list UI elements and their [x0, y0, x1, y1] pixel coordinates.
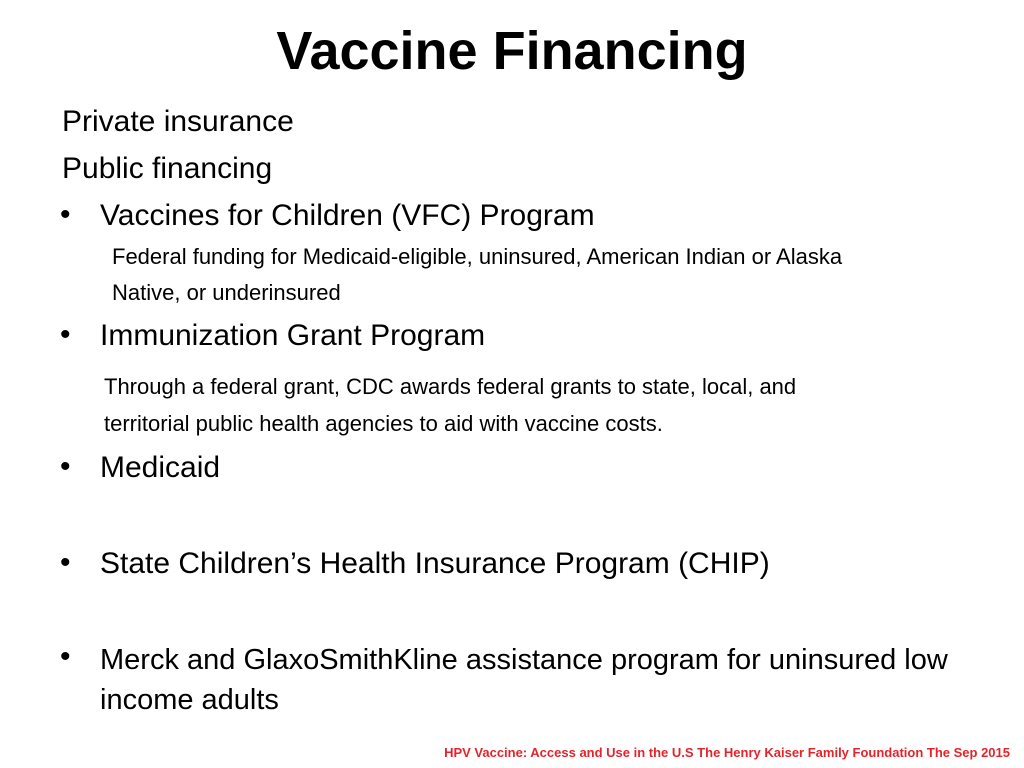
- source-citation: HPV Vaccine: Access and Use in the U.S The Henry Kaiser Family Foundation The Sep 2015: [444, 745, 1010, 760]
- public-financing-text: Public financing: [62, 152, 273, 185]
- vfc-detail-line-2: Native, or underinsured: [112, 280, 341, 305]
- igp-detail-line-2: territorial public health agencies to aid with vaccine costs.: [104, 411, 663, 436]
- bullet-icon: •: [60, 198, 71, 231]
- vfc-detail-line-1: Federal funding for Medicaid-eligible, uninsured, American Indian or Alaska: [112, 244, 843, 269]
- slide-title: Vaccine Financing: [276, 21, 748, 81]
- bullet-icon: •: [60, 318, 71, 351]
- immunization-grant-label: Immunization Grant Program: [100, 319, 486, 352]
- chip-label: State Children’s Health Insurance Program (CHIP): [100, 547, 770, 580]
- bullet-icon: •: [60, 450, 71, 483]
- medicaid-label: Medicaid: [100, 451, 221, 484]
- bullet-icon: •: [60, 640, 71, 673]
- private-insurance-text: Private insurance: [62, 105, 294, 138]
- igp-detail-line-1: Through a federal grant, CDC awards federal grants to state, local, and: [104, 374, 797, 399]
- bullet-icon: •: [60, 546, 71, 579]
- merck-gsk-label: Merck and GlaxoSmithKline assistance program for uninsured low income adults: [100, 644, 948, 716]
- vfc-label: Vaccines for Children (VFC) Program: [100, 199, 595, 232]
